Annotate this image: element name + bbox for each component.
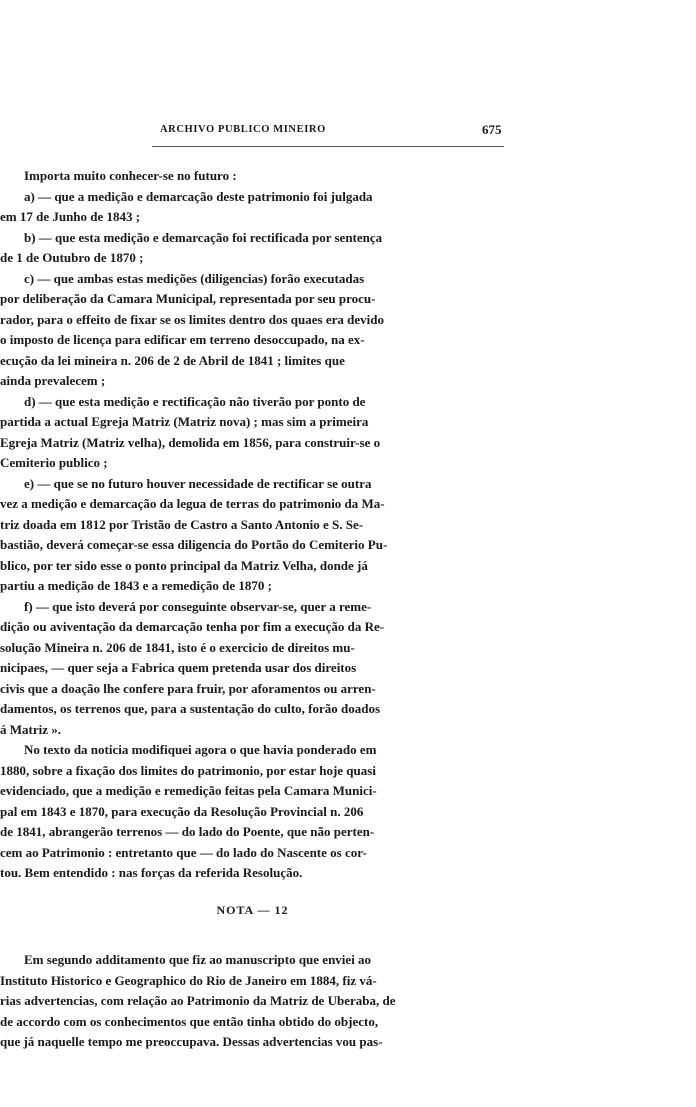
text-line: d) — que esta medição e rectificação não tiverão por ponto de — [24, 393, 366, 409]
body-paragraph-list — [0, 166, 505, 884]
text-line: que já naquelle tempo me preoccupava. Dessas advertencias vou pas- — [0, 1034, 383, 1049]
text-line: f) — que isto deverá por conseguinte observar-se, quer a reme- — [24, 598, 372, 614]
text-line: ecução da lei mineira n. 206 de 2 de Abril de 1841 ; limites que — [0, 352, 345, 368]
text-line: e) — que se no futuro houver necessidade de rectificar se outra — [24, 475, 372, 491]
text-line: partida a actual Egreja Matriz (Matriz nova) ; mas sim a primeira — [0, 414, 369, 429]
text-line: solução Mineira n. 206 de 1841, isto é o exercicio de direitos mu- — [0, 639, 355, 655]
text-line: á Matriz ». — [0, 721, 62, 737]
text-line: rador, para o effeito de fixar se os limites dentro dos quaes era devido — [0, 311, 384, 327]
text-line: No texto da noticia modifiquei agora o que havia ponderado em — [24, 742, 377, 757]
text-line: civis que a doação lhe confere para fruir, por aforamentos ou arren- — [0, 680, 376, 696]
text-line: pal em 1843 e 1870, para execução da Resolução Provincial n. 206 — [0, 803, 364, 819]
text-line: ainda prevalecem ; — [0, 373, 106, 388]
text-line: 1880, sobre a fixação dos limites do patrimonio, por estar hoje quasi — [0, 762, 376, 778]
note-paragraph — [0, 950, 505, 1053]
text-line: de accordo com os conhecimentos que então tinha obtido do objecto, — [0, 1013, 379, 1029]
text-line: evidenciado, que a medição e remedição feitas pela Camara Munici- — [0, 783, 377, 798]
text-line: Cemiterio publico ; — [0, 455, 108, 470]
text-line: bastião, deverá começar-se essa diligencia do Portão do Cemiterio Pu- — [0, 537, 388, 552]
text-line: de 1 de Outubro de 1870 ; — [0, 250, 144, 265]
text-line: b) — que esta medição e demarcação foi rectificada por sentença — [24, 229, 383, 245]
text-line: blico, por ter sido esse o ponto principal da Matriz Velha, donde já — [0, 557, 368, 573]
text-line: triz doada em 1812 por Tristão de Castro a Santo Antonio e S. Se- — [0, 516, 364, 532]
text-line: partiu a medição de 1843 e a remedição de 1870 ; — [0, 578, 272, 593]
text-line: c) — que ambas estas medições (diligencias) forão executadas — [24, 270, 365, 286]
text-line: vez a medição e demarcação da legua de terras do patrimonio da Ma- — [0, 496, 385, 511]
text-line: o imposto de licença para edificar em terreno desoccupado, na ex- — [0, 332, 365, 347]
text-line: Instituto Historico e Geographico do Rio de Janeiro em 1884, fiz vá- — [0, 972, 377, 988]
text-line: dição ou aviventação da demarcação tenha por fim a execução da Re- — [0, 619, 385, 634]
text-line: em 17 de Junho de 1843 ; — [0, 209, 141, 224]
text-line: damentos, os terrenos que, para a sustentação do culto, forão doados — [0, 701, 381, 716]
text-line: nicipaes, — quer seja a Fabrica quem pretenda usar dos direitos — [0, 660, 357, 675]
text-line: a) — que a medição e demarcação deste patrimonio foi julgada — [24, 188, 373, 204]
text-line: rias advertencias, com relação ao Patrimonio da Matriz de Uberaba, de — [0, 993, 396, 1008]
page-number: 675 — [482, 122, 502, 137]
note-heading: NOTA — 12 — [216, 903, 289, 917]
text-line: Egreja Matriz (Matriz velha), demolida em 1856, para construir-se o — [0, 434, 381, 450]
text-line: por deliberação da Camara Municipal, representada por seu procu- — [0, 291, 376, 306]
page-header — [0, 124, 696, 140]
text-line: de 1841, abrangerão terrenos — do lado do Poente, que não perten- — [0, 824, 375, 839]
text-line: Importa muito conhecer-se no futuro : — [24, 168, 237, 183]
text-line: Em segundo additamento que fiz ao manuscripto que enviei ao — [24, 952, 372, 967]
text-line: tou. Bem entendido : nas forças da referida Resolução. — [0, 865, 303, 880]
text-line: cem ao Patrimonio : entretanto que — do lado do Nascente os cor- — [0, 844, 367, 860]
header-rule — [152, 146, 504, 147]
running-title: ARCHIVO PUBLICO MINEIRO — [160, 124, 326, 135]
